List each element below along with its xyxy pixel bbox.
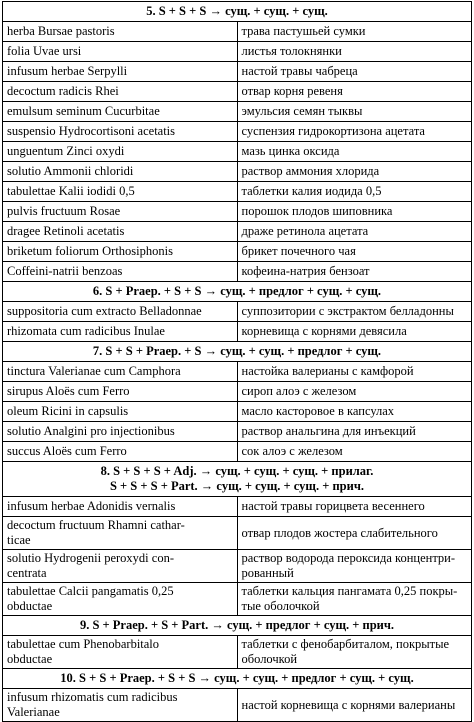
table-row <box>3 550 472 583</box>
table-row <box>3 242 472 262</box>
latin-term-cell: succus Aloës cum Ferro <box>3 442 238 462</box>
latin-term-cell: solutio Hydrogenii peroxydi con- centrata <box>3 550 238 583</box>
section-header: 10. S + S + Praep. + S + S → сущ. + сущ. + предлог + сущ. + сущ. <box>3 669 472 689</box>
table-row <box>3 42 472 62</box>
latin-term-cell: herba Bursae pastoris <box>3 22 238 42</box>
latin-term-cell: folia Uvae ursi <box>3 42 238 62</box>
table-row <box>3 636 472 669</box>
section-header: 7. S + S + Praep. + S → сущ. + сущ. + предлог + сущ. <box>3 342 472 362</box>
latin-term-cell: infusum herbae Adonidis vernalis <box>3 497 238 517</box>
table-row <box>3 402 472 422</box>
latin-term-cell: decoctum fructuum Rhamni cathar- ticae <box>3 517 238 550</box>
latin-term-cell: sirupus Aloës cum Ferro <box>3 382 238 402</box>
table-row <box>3 583 472 616</box>
russian-translation-cell: суппозитории с экстрактом белладонны <box>237 302 472 322</box>
section-header-row <box>3 282 472 302</box>
table-row <box>3 302 472 322</box>
russian-translation-cell: мазь цинка оксида <box>237 142 472 162</box>
table-row <box>3 142 472 162</box>
section-header-row <box>3 342 472 362</box>
latin-term-cell: tabulettae cum Phenobarbitalo obductae <box>3 636 238 669</box>
table-row <box>3 102 472 122</box>
table-row <box>3 202 472 222</box>
latin-term-cell: suppositoria cum extracto Belladonnae <box>3 302 238 322</box>
russian-translation-cell: эмульсия семян тыквы <box>237 102 472 122</box>
russian-translation-cell: драже ретинола ацетата <box>237 222 472 242</box>
latin-term-cell: tabulettae Calcii pangamatis 0,25 obductae <box>3 583 238 616</box>
russian-translation-cell: листья толокнянки <box>237 42 472 62</box>
section-header: 6. S + Praep. + S + S → сущ. + предлог + сущ. + сущ. <box>3 282 472 302</box>
russian-translation-cell: сок алоэ с железом <box>237 442 472 462</box>
russian-translation-cell: брикет почечного чая <box>237 242 472 262</box>
vocabulary-table-body <box>3 2 472 722</box>
vocabulary-table <box>2 1 472 722</box>
table-row <box>3 122 472 142</box>
latin-term-cell: oleum Ricini in capsulis <box>3 402 238 422</box>
russian-translation-cell: отвар плодов жостера слабительного <box>237 517 472 550</box>
table-row <box>3 62 472 82</box>
latin-term-cell: unguentum Zinci oxydi <box>3 142 238 162</box>
russian-translation-cell: раствор аммония хлорида <box>237 162 472 182</box>
latin-term-cell: emulsum seminum Cucurbitae <box>3 102 238 122</box>
russian-translation-cell: отвар корня ревеня <box>237 82 472 102</box>
table-row <box>3 382 472 402</box>
table-row <box>3 442 472 462</box>
table-row <box>3 222 472 242</box>
latin-term-cell: briketum foliorum Orthosiphonis <box>3 242 238 262</box>
section-header: 5. S + S + S → сущ. + сущ. + сущ. <box>3 2 472 22</box>
russian-translation-cell: настойка валерианы с камфорой <box>237 362 472 382</box>
latin-term-cell: rhizomata cum radicibus Inulae <box>3 322 238 342</box>
russian-translation-cell: таблетки калия иодида 0,5 <box>237 182 472 202</box>
russian-translation-cell: корневища с корнями девясила <box>237 322 472 342</box>
russian-translation-cell: таблетки с фенобарбиталом, покрытые оболочкой <box>237 636 472 669</box>
section-header-row <box>3 616 472 636</box>
table-row <box>3 22 472 42</box>
section-header: 8. S + S + S + Adj. → сущ. + сущ. + сущ. + прилаг. S + S + S + Part. → сущ. + сущ. + сущ. + прич. <box>3 462 472 497</box>
table-row <box>3 162 472 182</box>
section-header-row <box>3 2 472 22</box>
russian-translation-cell: кофеина-натрия бензоат <box>237 262 472 282</box>
table-row <box>3 82 472 102</box>
latin-term-cell: decoctum radicis Rhei <box>3 82 238 102</box>
russian-translation-cell: раствор анальгина для инъекций <box>237 422 472 442</box>
latin-term-cell: suspensio Hydrocortisoni acetatis <box>3 122 238 142</box>
table-row <box>3 497 472 517</box>
table-row <box>3 182 472 202</box>
section-header-row <box>3 669 472 689</box>
latin-term-cell: tabulettae Kalii iodidi 0,5 <box>3 182 238 202</box>
latin-term-cell: infusum rhizomatis cum radicibus Valerianae <box>3 689 238 722</box>
table-row <box>3 362 472 382</box>
russian-translation-cell: настой травы чабреца <box>237 62 472 82</box>
latin-term-cell: pulvis fructuum Rosae <box>3 202 238 222</box>
section-header: 9. S + Praep. + S + Part. → сущ. + предлог + сущ. + прич. <box>3 616 472 636</box>
latin-term-cell: tinctura Valerianae cum Camphora <box>3 362 238 382</box>
russian-translation-cell: суспензия гидрокортизона ацетата <box>237 122 472 142</box>
latin-term-cell: infusum herbae Serpylli <box>3 62 238 82</box>
table-row <box>3 689 472 722</box>
latin-term-cell: Coffeini-natrii benzoas <box>3 262 238 282</box>
russian-translation-cell: порошок плодов шиповника <box>237 202 472 222</box>
table-row <box>3 322 472 342</box>
latin-term-cell: solutio Analgini pro injectionibus <box>3 422 238 442</box>
russian-translation-cell: настой травы горицвета весеннего <box>237 497 472 517</box>
table-row <box>3 422 472 442</box>
russian-translation-cell: трава пастушьей сумки <box>237 22 472 42</box>
russian-translation-cell: раствор водорода пероксида концентри- рованный <box>237 550 472 583</box>
latin-term-cell: dragee Retinoli acetatis <box>3 222 238 242</box>
russian-translation-cell: сироп алоэ с железом <box>237 382 472 402</box>
section-header-row <box>3 462 472 497</box>
russian-translation-cell: таблетки кальция пангамата 0,25 покры- тые оболочкой <box>237 583 472 616</box>
russian-translation-cell: масло касторовое в капсулах <box>237 402 472 422</box>
russian-translation-cell: настой корневища с корнями валерианы <box>237 689 472 722</box>
latin-term-cell: solutio Ammonii chloridi <box>3 162 238 182</box>
table-row <box>3 517 472 550</box>
table-row <box>3 262 472 282</box>
